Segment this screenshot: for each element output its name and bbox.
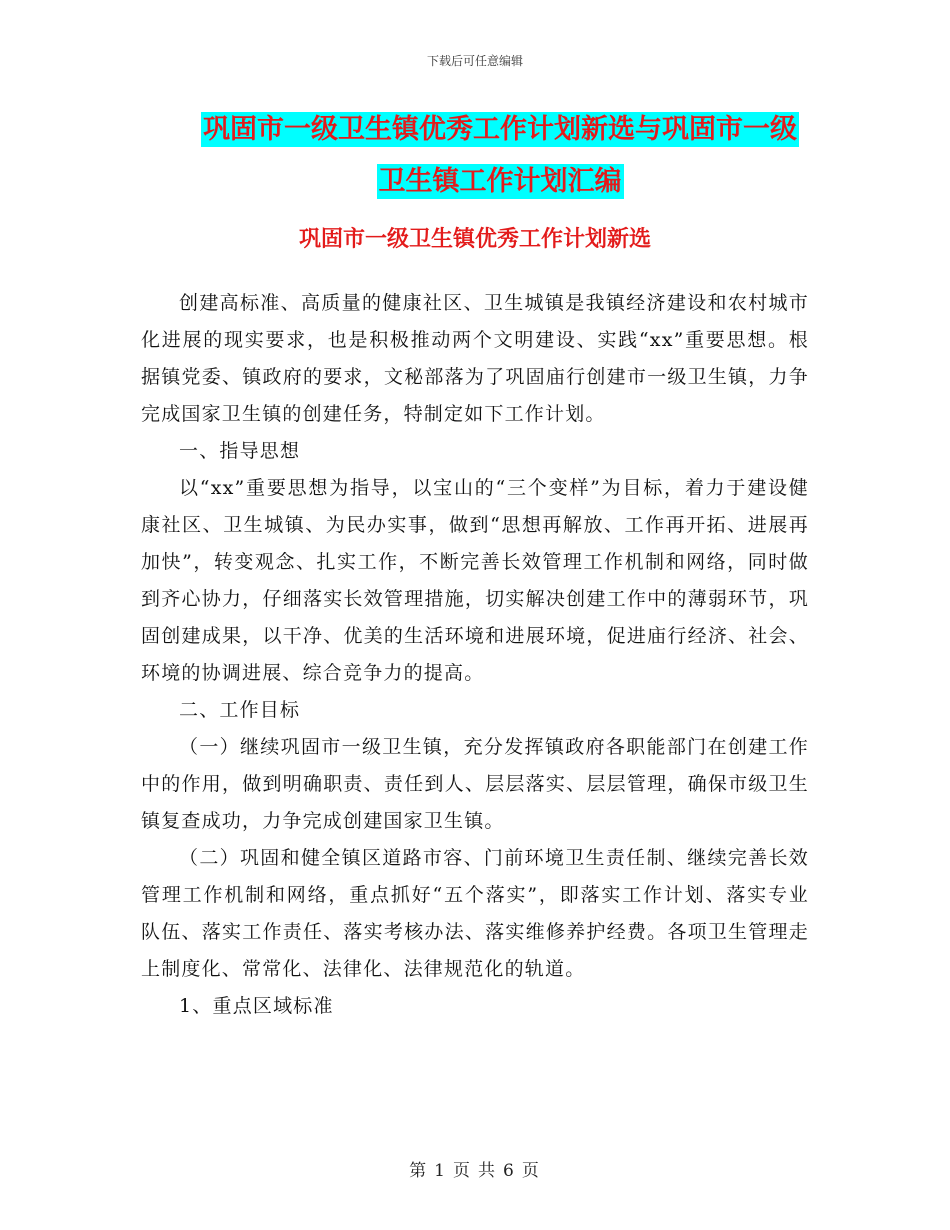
page-footer — [0, 1156, 950, 1181]
paragraph: 以“xx”重要思想为指导，以宝山的“三个变样”为目标，着力于建设健康社区、卫生城镇、为民办实事，做到“思想再解放、工作再开拓、进展再加快”，转变观念、扎实工作，不断完善长效管理工作机制和网络，同时做到齐心协力，仔细落实长效管理措施，切实解决创建工作中的薄弱环节，巩固创建成果，以干净、优美的生活环境和进展环境，促进庙行经济、社会、环境的协调进展、综合竞争力的提高。 — [141, 477, 809, 684]
paragraph: 创建高标准、高质量的健康社区、卫生城镇是我镇经济建设和农村城市化进展的现实要求，也是积极推动两个文明建设、实践“xx”重要思想。根据镇党委、镇政府的要求，文秘部落为了巩固庙行创建市一级卫生镇，力争完成国家卫生镇的创建任务，特制定如下工作计划。 — [141, 292, 809, 425]
footer-label-total: 共 — [478, 1161, 497, 1181]
document-title — [190, 104, 810, 208]
paragraph-heading: 二、工作目标 — [179, 699, 301, 721]
footer-label-unit: 页 — [453, 1161, 472, 1181]
paragraph-subheading: 1、重点区域标准 — [179, 995, 334, 1017]
footer-current-page: 1 — [434, 1161, 447, 1181]
document-body — [141, 285, 809, 1025]
header-note: 下载后可任意编辑 — [426, 54, 523, 68]
document-title-text: 巩固市一级卫生镇优秀工作计划新选与巩固市一级卫生镇工作计划汇编 — [203, 114, 797, 197]
paragraph-heading: 一、指导思想 — [179, 440, 301, 462]
paragraph: （二）巩固和健全镇区道路市容、门前环境卫生责任制、继续完善长效管理工作机制和网络，重点抓好“五个落实”，即落实工作计划、落实专业队伍、落实工作责任、落实考核办法、落实维修养护经费。各项卫生管理走上制度化、常常化、法律化、法律规范化的轨道。 — [141, 847, 809, 980]
section-heading: 巩固市一级卫生镇优秀工作计划新选 — [298, 226, 651, 252]
footer-label-page: 第 — [409, 1161, 429, 1181]
paragraph: （一）继续巩固市一级卫生镇，充分发挥镇政府各职能部门在创建工作中的作用，做到明确职责、责任到人、层层落实、层层管理，确保市级卫生镇复查成功，力争完成创建国家卫生镇。 — [141, 736, 809, 832]
footer-total-pages: 6 — [503, 1161, 516, 1181]
footer-label-unit2: 页 — [521, 1161, 541, 1181]
